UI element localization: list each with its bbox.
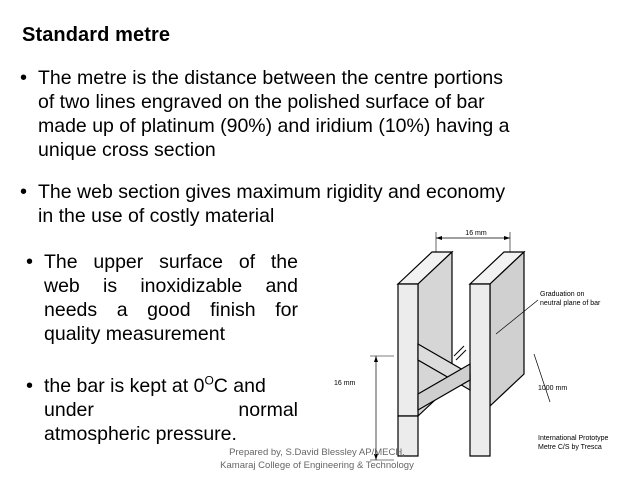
bullet-line: in the use of costly material bbox=[38, 205, 275, 227]
bullet-line: The metre is the distance between the centre portions bbox=[38, 67, 504, 89]
graduation-label-line1: Graduation on bbox=[540, 291, 585, 298]
bullet-line: The upper surface of the bbox=[44, 251, 298, 273]
bullet-upper-surface bbox=[26, 250, 298, 346]
slide-title: Standard metre bbox=[22, 24, 171, 46]
word-under: under bbox=[44, 399, 94, 421]
bullet-dot-icon: • bbox=[26, 251, 34, 273]
bar-body bbox=[398, 252, 524, 456]
dim-right-label: 1000 mm bbox=[538, 385, 568, 392]
bullet-web-section bbox=[20, 180, 598, 228]
dim-line-right bbox=[534, 354, 550, 402]
graduation-mark bbox=[456, 350, 466, 360]
footer-line: Prepared by, S.David Blessley AP/MECH, bbox=[229, 447, 405, 458]
temp-text-post: C and bbox=[213, 375, 266, 397]
caption-line2: Metre C/S by Tresca bbox=[538, 444, 602, 451]
temp-text-pre: the bar is kept at 0 bbox=[44, 375, 205, 397]
dim-left-label: 16 mm bbox=[334, 380, 356, 387]
bullet-line: made up of platinum (90%) and iridium (10%) having a bbox=[38, 115, 510, 137]
bullet-line-normal bbox=[44, 398, 298, 422]
arrow-icon bbox=[374, 356, 378, 362]
slide-footer bbox=[205, 446, 429, 472]
dim-top-label: 16 mm bbox=[465, 230, 487, 237]
bullet-dot-icon: • bbox=[20, 181, 28, 203]
bullet-line: web is inoxidizable and bbox=[44, 275, 298, 297]
bullet-line: quality measurement bbox=[44, 323, 226, 345]
word-normal: normal bbox=[238, 399, 298, 421]
degree-sup: O bbox=[204, 373, 214, 388]
graduation-label-line2: neutral plane of bar bbox=[540, 300, 601, 307]
metre-bar-diagram bbox=[328, 224, 628, 474]
bullet-standard-definition bbox=[20, 66, 598, 162]
bullet-line: unique cross section bbox=[38, 139, 216, 161]
arrow-icon bbox=[436, 236, 442, 240]
bullet-line: The web section gives maximum rigidity and economy bbox=[38, 181, 506, 203]
bullet-line: of two lines engraved on the polished surface of bar bbox=[38, 91, 485, 113]
bullet-temperature bbox=[26, 373, 298, 446]
arrow-icon bbox=[504, 236, 510, 240]
bullet-line-temperature bbox=[44, 374, 298, 398]
bullet-dot-icon: • bbox=[26, 375, 34, 397]
bullet-line: needs a good finish for bbox=[44, 299, 298, 321]
graduation-mark bbox=[454, 346, 464, 356]
caption-line1: International Prototype bbox=[538, 435, 609, 442]
bullet-line: atmospheric pressure. bbox=[44, 423, 237, 445]
footer-line: Kamaraj College of Engineering & Technology bbox=[220, 460, 414, 471]
bullet-dot-icon: • bbox=[20, 67, 28, 89]
